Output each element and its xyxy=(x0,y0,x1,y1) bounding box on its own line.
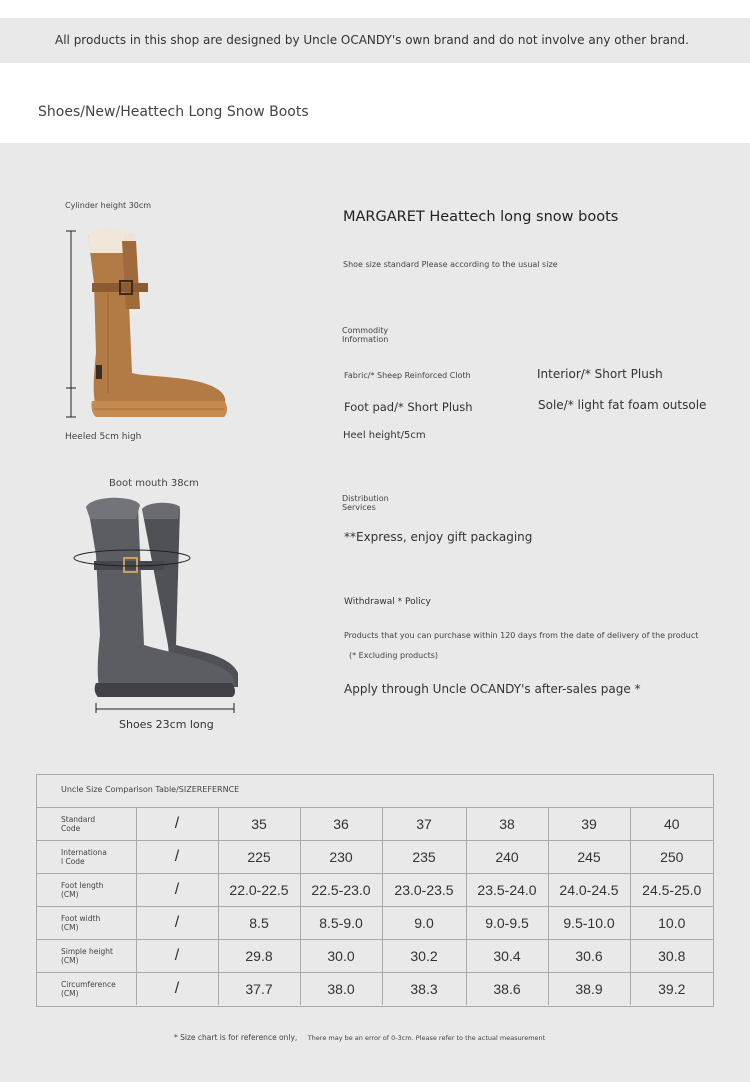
fabric-spec: Fabric/* Sheep Reinforced Cloth xyxy=(344,371,471,380)
size-cell: 240 xyxy=(466,841,548,874)
size-cell: 22.5-23.0 xyxy=(300,874,382,907)
size-comparison-table xyxy=(36,774,714,1007)
size-cell: 30.2 xyxy=(382,940,466,973)
size-cell: 35 xyxy=(218,808,300,841)
size-cell: 23.5-24.0 xyxy=(466,874,548,907)
size-table-caption: Uncle Size Comparison Table/SIZEREFERNCE xyxy=(61,785,240,794)
size-row-label-line: (CM) xyxy=(61,923,79,932)
size-row-label xyxy=(37,808,136,841)
size-cell: 39 xyxy=(548,808,630,841)
sole-spec: Sole/* light fat foam outsole xyxy=(538,398,707,412)
size-cell: 37.7 xyxy=(218,973,300,1006)
withdrawal-policy-label: Withdrawal * Policy xyxy=(344,597,431,607)
size-cell: 39.2 xyxy=(630,973,713,1006)
size-cell: 38.0 xyxy=(300,973,382,1006)
size-cell: 225 xyxy=(218,841,300,874)
size-chart-footnote xyxy=(174,1033,545,1042)
size-cell: 38.9 xyxy=(548,973,630,1006)
size-row-label xyxy=(37,874,136,907)
size-cell: 36 xyxy=(300,808,382,841)
size-cell: 24.5-25.0 xyxy=(630,874,713,907)
size-row-label-line: Foot width xyxy=(61,914,101,923)
heeled-label: Heeled 5cm high xyxy=(65,432,142,442)
size-cell: 30.0 xyxy=(300,940,382,973)
size-row-slash: / xyxy=(136,907,218,940)
size-row-slash: / xyxy=(136,841,218,874)
heel-height-spec: Heel height/5cm xyxy=(343,430,426,441)
breadcrumb[interactable]: Shoes/New/Heattech Long Snow Boots xyxy=(38,104,309,120)
size-cell: 22.0-22.5 xyxy=(218,874,300,907)
size-row-label-line: (CM) xyxy=(61,890,79,899)
size-grid xyxy=(37,807,713,1005)
size-table-row xyxy=(37,940,713,973)
size-row-label-line: Circumference xyxy=(61,980,116,989)
brand-notice-banner xyxy=(0,18,750,63)
purchase-window-note: Products that you can purchase within 120 days from the date of delivery of the product xyxy=(344,631,699,640)
size-cell: 10.0 xyxy=(630,907,713,940)
size-row-label-line: (CM) xyxy=(61,989,79,998)
size-row-label xyxy=(37,841,136,874)
distribution-label-line1: Distribution xyxy=(342,494,389,503)
foot-pad-spec: Foot pad/* Short Plush xyxy=(344,400,473,414)
size-row-label xyxy=(37,973,136,1006)
express-service: **Express, enjoy gift packaging xyxy=(344,530,533,544)
size-cell: 250 xyxy=(630,841,713,874)
size-table-row xyxy=(37,907,713,940)
size-row-label-line: Simple height xyxy=(61,947,113,956)
size-cell: 235 xyxy=(382,841,466,874)
size-table-row xyxy=(37,874,713,907)
size-cell: 24.0-24.5 xyxy=(548,874,630,907)
size-row-label-line: l Code xyxy=(61,857,85,866)
size-cell: 8.5 xyxy=(218,907,300,940)
size-cell: 30.8 xyxy=(630,940,713,973)
size-cell: 23.0-23.5 xyxy=(382,874,466,907)
size-table-row xyxy=(37,808,713,841)
size-table-row xyxy=(37,973,713,1006)
commodity-info-label xyxy=(342,326,388,344)
excluding-products-note: (* Excluding products) xyxy=(349,651,439,660)
size-row-slash: / xyxy=(136,973,218,1006)
size-cell: 40 xyxy=(630,808,713,841)
size-row-label xyxy=(37,907,136,940)
size-standard-note: Shoe size standard Please according to the usual size xyxy=(343,260,558,269)
boot-mouth-label: Boot mouth 38cm xyxy=(109,478,199,489)
after-sales-note: Apply through Uncle OCANDY's after-sales page * xyxy=(344,682,641,696)
size-cell: 9.0 xyxy=(382,907,466,940)
size-cell: 38 xyxy=(466,808,548,841)
distribution-services-label xyxy=(342,494,389,512)
distribution-label-line2: Services xyxy=(342,503,376,512)
size-cell: 38.3 xyxy=(382,973,466,1006)
commodity-label-line2: Information xyxy=(342,335,389,344)
size-row-label-line: Foot length xyxy=(61,881,104,890)
size-cell: 8.5-9.0 xyxy=(300,907,382,940)
footnote-error-margin: There may be an error of 0-3cm. Please refer to the actual measurement xyxy=(307,1034,546,1042)
size-row-label-line: (CM) xyxy=(61,956,79,965)
size-row-label-line: Internationa xyxy=(61,848,107,857)
size-row-slash: / xyxy=(136,808,218,841)
size-cell: 29.8 xyxy=(218,940,300,973)
brand-notice-text: All products in this shop are designed by Uncle OCANDY's own brand and do not involve any other brand. xyxy=(55,33,689,47)
brown-boot-image xyxy=(60,223,240,423)
product-title: MARGARET Heattech long snow boots xyxy=(343,209,619,225)
size-row-label-line: Code xyxy=(61,824,81,833)
size-cell: 38.6 xyxy=(466,973,548,1006)
size-cell: 30.4 xyxy=(466,940,548,973)
size-cell: 245 xyxy=(548,841,630,874)
interior-spec: Interior/* Short Plush xyxy=(537,367,663,381)
size-row-slash: / xyxy=(136,940,218,973)
size-row-label xyxy=(37,940,136,973)
grey-boots-image xyxy=(72,495,252,715)
size-cell: 9.0-9.5 xyxy=(466,907,548,940)
size-cell: 37 xyxy=(382,808,466,841)
size-table-row xyxy=(37,841,713,874)
cylinder-height-label: Cylinder height 30cm xyxy=(65,201,152,210)
commodity-label-line1: Commodity xyxy=(342,326,389,335)
size-cell: 9.5-10.0 xyxy=(548,907,630,940)
size-row-slash: / xyxy=(136,874,218,907)
size-cell: 30.6 xyxy=(548,940,630,973)
footnote-reference: * Size chart is for reference only, xyxy=(174,1033,298,1042)
shoes-length-label: Shoes 23cm long xyxy=(119,718,214,731)
product-detail-panel xyxy=(0,143,750,1082)
size-row-label-line: Standard xyxy=(61,815,96,824)
size-cell: 230 xyxy=(300,841,382,874)
